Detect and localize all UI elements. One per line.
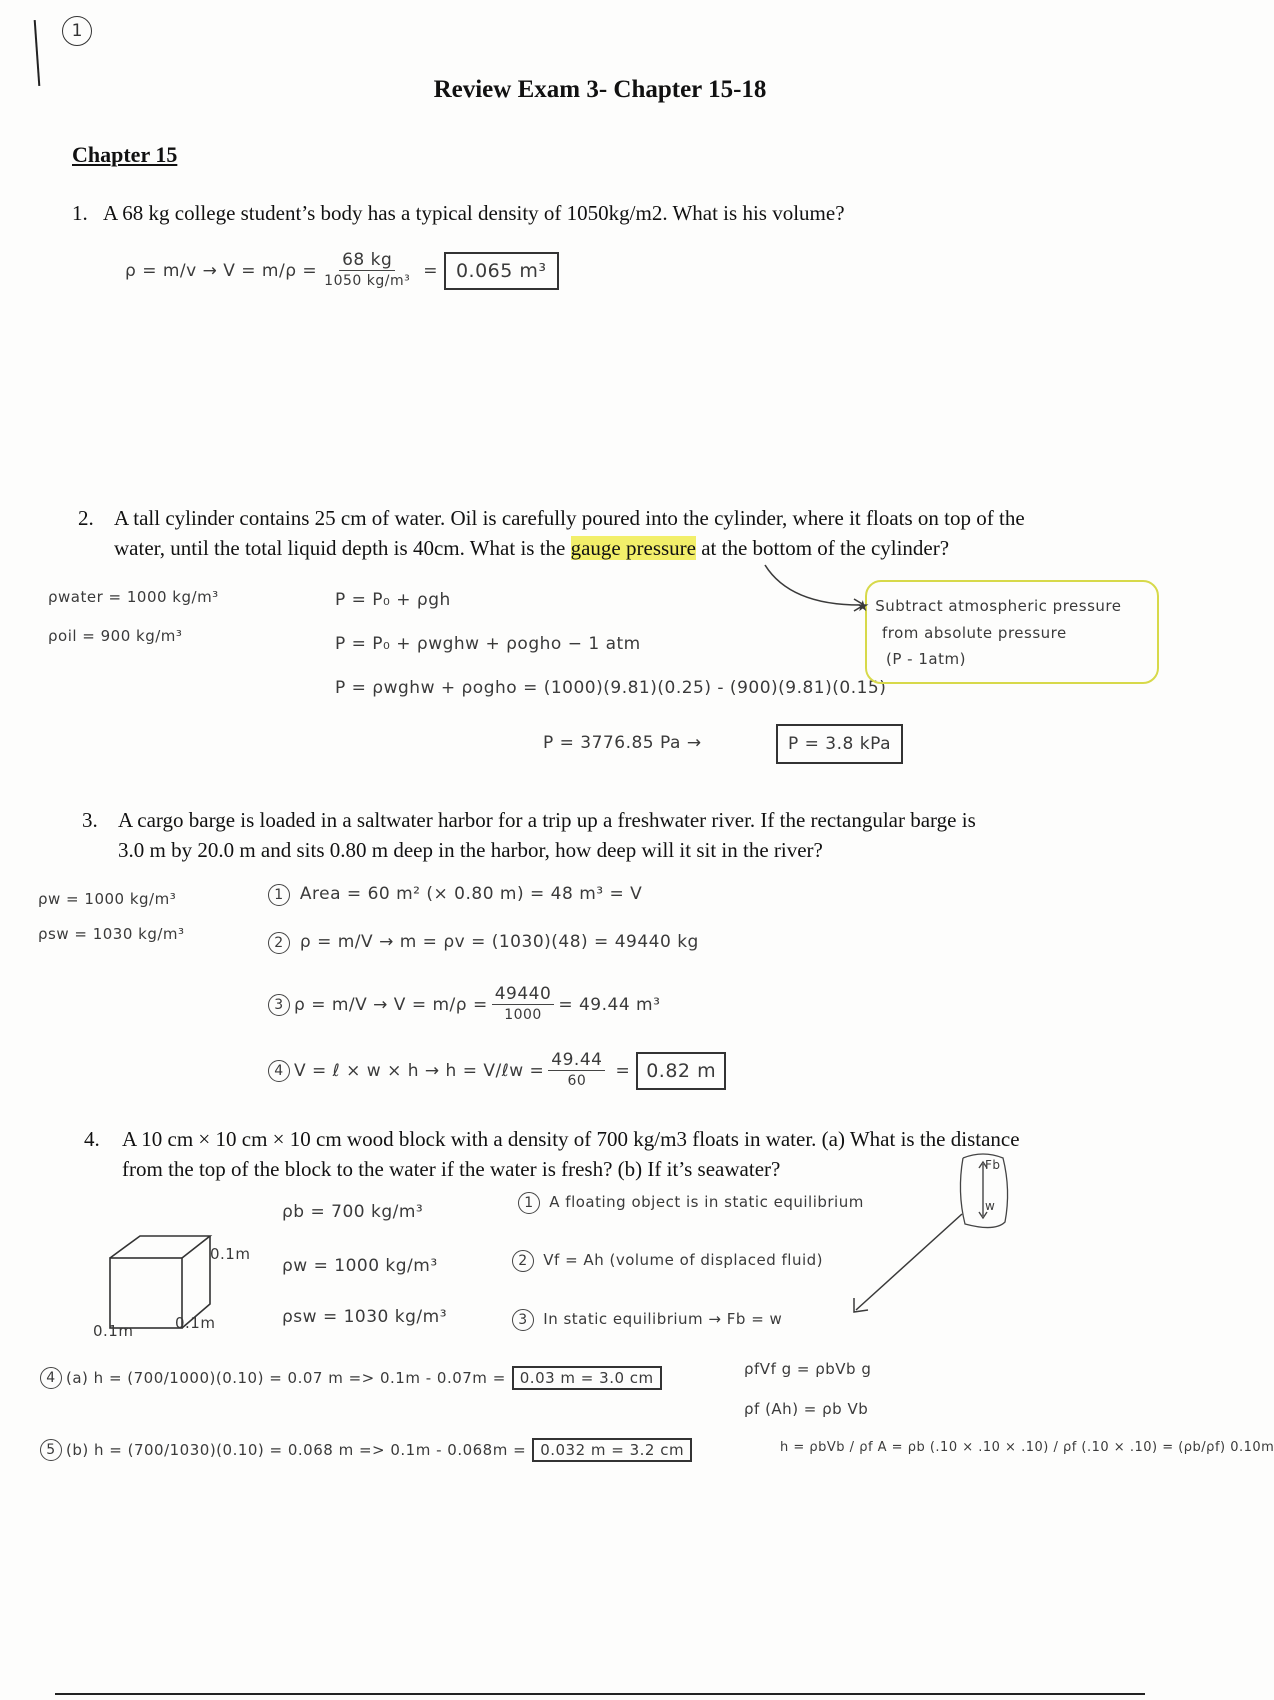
step-number: 3 <box>512 1309 534 1331</box>
fraction-denominator: 1000 <box>504 1007 542 1023</box>
q4a-answer-box: 0.03 m = 3.0 cm <box>512 1366 662 1390</box>
fbd-weight-label: w <box>985 1199 996 1213</box>
question-number: 3. <box>82 808 98 832</box>
cube-label-depth: 0.1m <box>175 1314 216 1332</box>
question-3 <box>72 805 1182 865</box>
q4-step-4 <box>40 1366 662 1390</box>
q3-step-3-fraction <box>492 984 555 1025</box>
chapter-heading: Chapter 15 <box>72 142 178 167</box>
q3-step-2 <box>268 932 699 954</box>
q4-given-freshwater: ρw = 1000 kg/m³ <box>282 1256 438 1276</box>
question-text-line-2: from the top of the block to the water if the water is fresh? (b) If it’s seawater? <box>122 1157 781 1181</box>
step-number: 1 <box>518 1192 540 1214</box>
fraction-denominator: 60 <box>567 1073 587 1089</box>
fraction-numerator: 49440 <box>492 984 555 1005</box>
q3-step-4: 4 V = ℓ × w × h → h = V/ℓw = $\frac{49.44}{60}$ = 0.82 m <box>268 1050 726 1091</box>
step-text-pre: V = ℓ × w × h → h = V/ℓw = <box>294 1060 545 1081</box>
q4-fbd-arrow <box>840 1210 970 1320</box>
q3-step-3 <box>268 984 660 1025</box>
step-text: In static equilibrium → Fb = w <box>543 1310 783 1328</box>
q2-given-oil: ρoil = 900 kg/m³ <box>48 627 183 645</box>
page-bottom-rule <box>55 1693 1145 1695</box>
q2-note-line-3: (P - 1atm) <box>886 650 966 668</box>
cube-label-height: 0.1m <box>210 1245 251 1263</box>
step-number: 4 <box>268 1060 290 1082</box>
q2-result: P = 3776.85 Pa → <box>543 733 702 753</box>
question-text-line-2-pre: water, until the total liquid depth is 40cm. What is the <box>114 536 566 560</box>
q4-given-seawater: ρsw = 1030 kg/m³ <box>282 1307 448 1327</box>
question-text-line-1: A cargo barge is loaded in a saltwater harbor for a trip up a freshwater river. If the rectangular barge is <box>118 808 976 832</box>
q2-callout-arrow <box>760 560 880 620</box>
q4-given-block: ρb = 700 kg/m³ <box>282 1202 424 1222</box>
q2-equation-3: P = ρwghw + ρoghο = (1000)(9.81)(0.25) - (900)(9.81)(0.15) <box>335 678 887 698</box>
step-number: 2 <box>268 932 290 954</box>
q4-step-3 <box>512 1309 782 1331</box>
question-number: 1. <box>72 201 88 225</box>
q2-note-line-1: ★ Subtract atmospheric pressure <box>856 597 1122 615</box>
question-text-line-2-post: at the bottom of the cylinder? <box>701 536 950 560</box>
q3-answer-box: 0.82 m <box>636 1052 726 1090</box>
step-number: 4 <box>40 1367 62 1389</box>
fraction-numerator: 68 kg <box>339 250 395 271</box>
question-text: A 68 kg college student’s body has a typical density of 1050kg/m2. What is his volume? <box>103 201 845 225</box>
question-1 <box>72 198 1172 228</box>
q1-formula: ρ = m/v → V = m/ρ = <box>125 260 318 281</box>
step-text-pre: ρ = m/V → V = m/ρ = <box>294 994 488 1015</box>
question-text-line-1: A tall cylinder contains 25 cm of water. Oil is carefully poured into the cylinder, where it floats on top of the <box>114 506 1025 530</box>
page-number: 1 <box>62 16 92 46</box>
q3-step-1 <box>268 884 642 906</box>
q1-answer-box: 0.065 m³ <box>444 252 559 290</box>
q4-step-5 <box>40 1438 692 1462</box>
step-text: (b) h = (700/1030)(0.10) = 0.068 m => 0.1m - 0.068m = <box>66 1441 527 1459</box>
step-number: 3 <box>268 994 290 1016</box>
q1-work: ρ = m/v → V = m/ρ = $\frac{68 kg}{\text{1050 kg/m³}}$ = 0.065 m³ <box>125 250 559 291</box>
q4-derivation-2: ρf (Ah) = ρb Vb <box>744 1400 869 1418</box>
step-text: Area = 60 m² (× 0.80 m) = 48 m³ = V <box>299 884 643 904</box>
step-number: 1 <box>268 884 290 906</box>
question-2 <box>72 503 1182 563</box>
q2-given-water: ρwater = 1000 kg/m³ <box>48 588 219 606</box>
step-text: Vf = Ah (volume of displaced fluid) <box>543 1251 824 1269</box>
question-number: 2. <box>78 506 94 530</box>
q4-derivation-3: h = ρbVb / ρf A = ρb (.10 × .10 × .10) / ρf (.10 × .10) = (ρb/ρf) 0.10m <box>780 1440 1274 1455</box>
fbd-buoyant-force-label: Fb <box>985 1158 1001 1172</box>
q4-derivation-1: ρfVf g = ρbVb g <box>744 1360 872 1378</box>
q3-given-water: ρw = 1000 kg/m³ <box>38 890 177 908</box>
highlighted-term: gauge pressure <box>570 536 696 560</box>
step-text: A floating object is in static equilibrium <box>549 1193 864 1211</box>
fraction-numerator: 49.44 <box>548 1050 605 1071</box>
step-text-post: = 49.44 m³ <box>558 994 661 1015</box>
q4-step-2 <box>512 1250 823 1272</box>
question-4 <box>72 1124 1182 1184</box>
q2-equation-1: P = P₀ + ρgh <box>335 590 451 610</box>
q2-equation-2: P = P₀ + ρwghw + ρoghο − 1 atm <box>335 634 641 654</box>
cube-label-width: 0.1m <box>93 1322 134 1340</box>
q2-answer-box: P = 3.8 kPa <box>776 724 903 764</box>
question-number: 4. <box>84 1127 100 1151</box>
question-text-line-2: 3.0 m by 20.0 m and sits 0.80 m deep in the harbor, how deep will it sit in the river? <box>118 838 823 862</box>
q4b-answer-box: 0.032 m = 3.2 cm <box>532 1438 692 1462</box>
q2-note-line-2: from absolute pressure <box>882 624 1067 642</box>
q3-step-4-fraction <box>548 1050 605 1091</box>
fraction-denominator: 1050 kg/m³ <box>324 273 411 289</box>
step-number: 2 <box>512 1250 534 1272</box>
q3-given-saltwater: ρsw = 1030 kg/m³ <box>38 925 185 943</box>
question-text-line-1: A 10 cm × 10 cm × 10 cm wood block with a density of 700 kg/m3 floats in water. (a) What is the distance <box>122 1127 1020 1151</box>
step-text: (a) h = (700/1000)(0.10) = 0.07 m => 0.1m - 0.07m = <box>66 1369 506 1387</box>
step-number: 5 <box>40 1439 62 1461</box>
q4-step-1 <box>518 1192 864 1214</box>
step-text: ρ = m/V → m = ρv = (1030)(48) = 49440 kg <box>299 932 699 952</box>
page-title: Review Exam 3- Chapter 15-18 <box>433 76 767 103</box>
q1-fraction <box>321 250 413 291</box>
